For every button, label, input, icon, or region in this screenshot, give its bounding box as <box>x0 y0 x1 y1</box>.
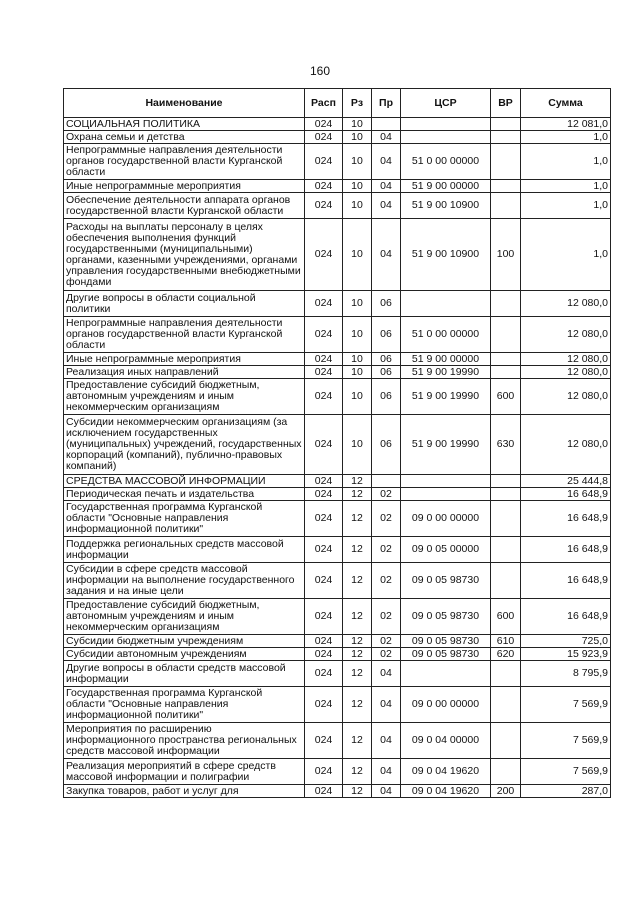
row-vr <box>491 488 521 501</box>
row-rz: 10 <box>343 131 372 144</box>
row-vr <box>491 723 521 759</box>
header-csr: ЦСР <box>401 89 491 118</box>
row-name: Субсидии в сфере средств массовой информации на выполнение государственного задания и на иные цели <box>64 563 305 599</box>
table-row <box>64 219 611 291</box>
table-row <box>64 687 611 723</box>
table-row <box>64 353 611 366</box>
row-name: Иные непрограммные мероприятия <box>64 180 305 193</box>
row-name: Другие вопросы в области социальной политики <box>64 291 305 317</box>
row-rasp: 024 <box>305 193 343 219</box>
row-rz: 12 <box>343 661 372 687</box>
row-pr: 04 <box>372 661 401 687</box>
row-vr <box>491 131 521 144</box>
row-rz: 12 <box>343 648 372 661</box>
table-row <box>64 131 611 144</box>
row-sum: 7 569,9 <box>521 723 611 759</box>
row-rasp: 024 <box>305 723 343 759</box>
row-rz: 10 <box>343 317 372 353</box>
row-csr: 51 9 00 00000 <box>401 353 491 366</box>
row-rz: 10 <box>343 415 372 475</box>
row-rz: 12 <box>343 785 372 798</box>
row-rz: 10 <box>343 353 372 366</box>
row-pr: 04 <box>372 193 401 219</box>
row-vr <box>491 180 521 193</box>
table-header-row <box>64 89 611 118</box>
row-csr: 51 9 00 00000 <box>401 180 491 193</box>
row-sum: 15 923,9 <box>521 648 611 661</box>
table-row <box>64 118 611 131</box>
table-row <box>64 661 611 687</box>
row-sum: 1,0 <box>521 180 611 193</box>
row-rasp: 024 <box>305 537 343 563</box>
row-vr: 600 <box>491 599 521 635</box>
row-sum: 1,0 <box>521 219 611 291</box>
row-csr: 09 0 05 98730 <box>401 599 491 635</box>
row-csr <box>401 488 491 501</box>
row-sum: 12 080,0 <box>521 291 611 317</box>
table-row <box>64 759 611 785</box>
table-row <box>64 563 611 599</box>
table-row <box>64 723 611 759</box>
row-name: Периодическая печать и издательства <box>64 488 305 501</box>
row-pr: 06 <box>372 353 401 366</box>
table-row <box>64 291 611 317</box>
row-pr: 04 <box>372 785 401 798</box>
row-rasp: 024 <box>305 219 343 291</box>
row-sum: 12 081,0 <box>521 118 611 131</box>
row-pr: 04 <box>372 759 401 785</box>
row-rz: 10 <box>343 118 372 131</box>
row-csr <box>401 291 491 317</box>
header-sum: Сумма <box>521 89 611 118</box>
row-name: Государственная программа Курганской области "Основные направления информационной политики" <box>64 687 305 723</box>
row-rz: 12 <box>343 563 372 599</box>
row-csr: 09 0 00 00000 <box>401 687 491 723</box>
row-sum: 7 569,9 <box>521 687 611 723</box>
row-pr: 06 <box>372 317 401 353</box>
row-rasp: 024 <box>305 599 343 635</box>
row-sum: 12 080,0 <box>521 366 611 379</box>
row-rz: 12 <box>343 599 372 635</box>
row-rz: 10 <box>343 180 372 193</box>
row-name: Иные непрограммные мероприятия <box>64 353 305 366</box>
row-rz: 12 <box>343 501 372 537</box>
row-csr: 51 0 00 00000 <box>401 317 491 353</box>
row-vr <box>491 353 521 366</box>
row-rasp: 024 <box>305 379 343 415</box>
row-sum: 25 444,8 <box>521 475 611 488</box>
row-sum: 12 080,0 <box>521 353 611 366</box>
table-row <box>64 537 611 563</box>
row-sum: 16 648,9 <box>521 537 611 563</box>
row-rasp: 024 <box>305 563 343 599</box>
row-name: Расходы на выплаты персоналу в целях обеспечения выполнения функций государственными (муниципальными) органами, казенными учреждениями, органами управления государственными внебюджетными фондами <box>64 219 305 291</box>
table-row <box>64 475 611 488</box>
row-csr: 09 0 04 19620 <box>401 759 491 785</box>
row-pr: 04 <box>372 131 401 144</box>
header-vr: ВР <box>491 89 521 118</box>
row-name: Закупка товаров, работ и услуг для <box>64 785 305 798</box>
row-sum: 1,0 <box>521 144 611 180</box>
row-rasp: 024 <box>305 415 343 475</box>
row-csr <box>401 661 491 687</box>
table-row <box>64 180 611 193</box>
header-name: Наименование <box>64 89 305 118</box>
row-pr: 06 <box>372 366 401 379</box>
row-rasp: 024 <box>305 317 343 353</box>
row-name: Непрограммные направления деятельности органов государственной власти Курганской области <box>64 317 305 353</box>
row-csr: 51 9 00 10900 <box>401 219 491 291</box>
row-name: Обеспечение деятельности аппарата органов государственной власти Курганской области <box>64 193 305 219</box>
row-sum: 287,0 <box>521 785 611 798</box>
row-pr <box>372 475 401 488</box>
row-vr <box>491 118 521 131</box>
row-rz: 12 <box>343 759 372 785</box>
header-rz: Рз <box>343 89 372 118</box>
row-sum: 7 569,9 <box>521 759 611 785</box>
row-vr: 100 <box>491 219 521 291</box>
row-vr <box>491 291 521 317</box>
row-rz: 12 <box>343 635 372 648</box>
row-pr: 02 <box>372 599 401 635</box>
row-rasp: 024 <box>305 648 343 661</box>
table-row <box>64 488 611 501</box>
row-pr: 04 <box>372 144 401 180</box>
row-pr: 02 <box>372 563 401 599</box>
row-csr: 09 0 04 00000 <box>401 723 491 759</box>
row-rz: 10 <box>343 366 372 379</box>
row-pr: 02 <box>372 635 401 648</box>
row-name: Поддержка региональных средств массовой информации <box>64 537 305 563</box>
row-pr: 06 <box>372 415 401 475</box>
row-vr <box>491 687 521 723</box>
row-vr <box>491 759 521 785</box>
row-csr: 09 0 00 00000 <box>401 501 491 537</box>
row-pr: 04 <box>372 687 401 723</box>
budget-table <box>63 88 611 798</box>
row-pr: 02 <box>372 488 401 501</box>
row-csr: 51 9 00 19990 <box>401 366 491 379</box>
table-row <box>64 379 611 415</box>
row-name: Другие вопросы в области средств массовой информации <box>64 661 305 687</box>
header-rasp: Расп <box>305 89 343 118</box>
table-row <box>64 366 611 379</box>
row-pr: 02 <box>372 648 401 661</box>
row-rasp: 024 <box>305 759 343 785</box>
row-rz: 12 <box>343 687 372 723</box>
row-csr <box>401 475 491 488</box>
row-rasp: 024 <box>305 291 343 317</box>
row-sum: 725,0 <box>521 635 611 648</box>
row-vr: 610 <box>491 635 521 648</box>
row-sum: 16 648,9 <box>521 501 611 537</box>
row-vr: 620 <box>491 648 521 661</box>
row-pr: 04 <box>372 180 401 193</box>
row-name: Реализация мероприятий в сфере средств массовой информации и полиграфии <box>64 759 305 785</box>
table-row <box>64 785 611 798</box>
row-vr <box>491 317 521 353</box>
row-name: Субсидии бюджетным учреждениям <box>64 635 305 648</box>
row-csr: 09 0 04 19620 <box>401 785 491 798</box>
row-pr: 06 <box>372 379 401 415</box>
row-sum: 1,0 <box>521 131 611 144</box>
table-row <box>64 599 611 635</box>
row-csr: 09 0 05 00000 <box>401 537 491 563</box>
row-vr: 600 <box>491 379 521 415</box>
row-sum: 12 080,0 <box>521 379 611 415</box>
row-rz: 10 <box>343 193 372 219</box>
row-sum: 16 648,9 <box>521 599 611 635</box>
row-rasp: 024 <box>305 488 343 501</box>
row-rz: 10 <box>343 379 372 415</box>
row-pr: 02 <box>372 537 401 563</box>
row-rz: 12 <box>343 537 372 563</box>
row-vr <box>491 193 521 219</box>
row-name: СОЦИАЛЬНАЯ ПОЛИТИКА <box>64 118 305 131</box>
row-csr <box>401 131 491 144</box>
table-row <box>64 648 611 661</box>
row-rz: 10 <box>343 144 372 180</box>
row-vr <box>491 475 521 488</box>
row-rz: 12 <box>343 488 372 501</box>
row-name: Субсидии автономным учреждениям <box>64 648 305 661</box>
table-row <box>64 317 611 353</box>
row-rasp: 024 <box>305 131 343 144</box>
row-name: СРЕДСТВА МАССОВОЙ ИНФОРМАЦИИ <box>64 475 305 488</box>
row-rz: 12 <box>343 475 372 488</box>
row-sum: 16 648,9 <box>521 563 611 599</box>
header-pr: Пр <box>372 89 401 118</box>
row-csr: 51 0 00 00000 <box>401 144 491 180</box>
row-pr: 04 <box>372 219 401 291</box>
row-sum: 8 795,9 <box>521 661 611 687</box>
row-vr <box>491 366 521 379</box>
row-name: Непрограммные направления деятельности органов государственной власти Курганской области <box>64 144 305 180</box>
row-rasp: 024 <box>305 144 343 180</box>
row-sum: 1,0 <box>521 193 611 219</box>
row-name: Мероприятия по расширению информационного пространства региональных средств массовой информации <box>64 723 305 759</box>
row-sum: 16 648,9 <box>521 488 611 501</box>
row-vr <box>491 501 521 537</box>
row-vr: 200 <box>491 785 521 798</box>
row-name: Реализация иных направлений <box>64 366 305 379</box>
row-csr: 09 0 05 98730 <box>401 648 491 661</box>
row-name: Государственная программа Курганской области "Основные направления информационной политики" <box>64 501 305 537</box>
row-vr: 630 <box>491 415 521 475</box>
row-sum: 12 080,0 <box>521 415 611 475</box>
table-row <box>64 501 611 537</box>
row-rasp: 024 <box>305 501 343 537</box>
row-rz: 10 <box>343 219 372 291</box>
row-rasp: 024 <box>305 366 343 379</box>
row-rz: 10 <box>343 291 372 317</box>
table-row <box>64 144 611 180</box>
row-name: Предоставление субсидий бюджетным, автономным учреждениям и иным некоммерческим организациям <box>64 599 305 635</box>
row-rasp: 024 <box>305 118 343 131</box>
table-row <box>64 193 611 219</box>
row-pr: 06 <box>372 291 401 317</box>
row-pr: 02 <box>372 501 401 537</box>
row-vr <box>491 537 521 563</box>
row-vr <box>491 563 521 599</box>
row-sum: 12 080,0 <box>521 317 611 353</box>
row-rasp: 024 <box>305 635 343 648</box>
row-name: Предоставление субсидий бюджетным, автономным учреждениям и иным некоммерческим организациям <box>64 379 305 415</box>
row-csr: 51 9 00 10900 <box>401 193 491 219</box>
row-pr <box>372 118 401 131</box>
row-name: Охрана семьи и детства <box>64 131 305 144</box>
row-csr: 09 0 05 98730 <box>401 635 491 648</box>
row-csr: 51 9 00 19990 <box>401 415 491 475</box>
row-vr <box>491 661 521 687</box>
table-row <box>64 415 611 475</box>
row-vr <box>491 144 521 180</box>
row-name: Субсидии некоммерческим организациям (за исключением государственных (муниципальных) учреждений, государственных корпораций (компаний), публично-правовых компаний) <box>64 415 305 475</box>
row-rasp: 024 <box>305 180 343 193</box>
page-number: 160 <box>309 64 331 78</box>
row-csr: 51 9 00 19990 <box>401 379 491 415</box>
row-csr: 09 0 05 98730 <box>401 563 491 599</box>
row-rz: 12 <box>343 723 372 759</box>
row-rasp: 024 <box>305 353 343 366</box>
row-rasp: 024 <box>305 475 343 488</box>
table-row <box>64 635 611 648</box>
row-rasp: 024 <box>305 785 343 798</box>
row-rasp: 024 <box>305 687 343 723</box>
row-csr <box>401 118 491 131</box>
row-pr: 04 <box>372 723 401 759</box>
row-rasp: 024 <box>305 661 343 687</box>
